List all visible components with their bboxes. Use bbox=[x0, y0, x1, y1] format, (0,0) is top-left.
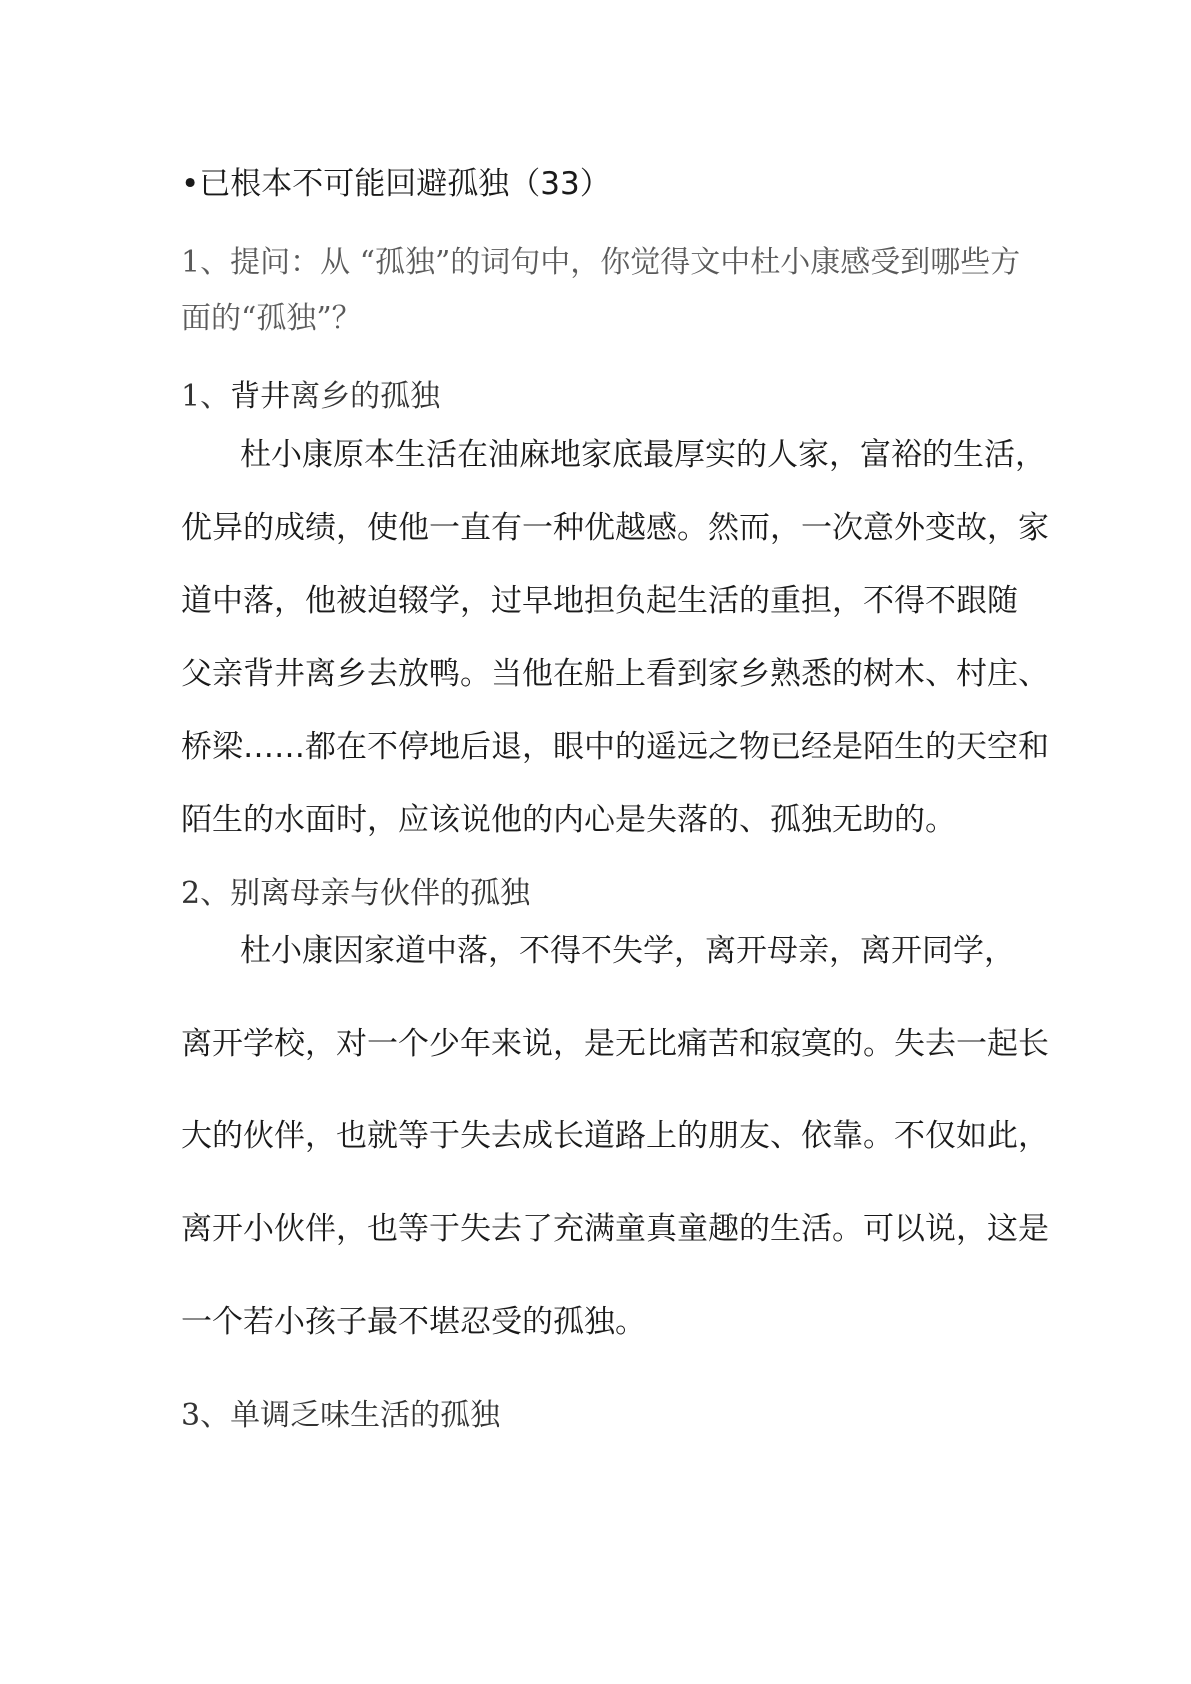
section-2-paragraph-line: 一个若小孩子最不堪忍受的孤独。 bbox=[181, 1304, 646, 1340]
section-1-paragraph-line: 桥梁……都在不停地后退，眼中的遥远之物已经是陌生的天空和 bbox=[181, 729, 1049, 765]
section-2-paragraph-line: 大的伙伴，也就等于失去成长道路上的朋友、依靠。不仅如此， bbox=[181, 1118, 1049, 1154]
question-line-1: 1、提问：从 “孤独”的词句中，你觉得文中杜小康感受到哪些方 bbox=[181, 245, 1021, 280]
section-1-paragraph-line: 优异的成绩，使他一直有一种优越感。然而，一次意外变故，家 bbox=[181, 510, 1049, 546]
section-1-heading bbox=[181, 371, 440, 415]
section-1-paragraph-line: 父亲背井离乡去放鸭。当他在船上看到家乡熟悉的树木、村庄、 bbox=[181, 656, 1049, 692]
section-3-heading: 3、单调乏味生活的孤独 bbox=[181, 1398, 501, 1433]
section-1-heading-bold: 背井 bbox=[230, 379, 291, 414]
section-2-paragraph-line: 杜小康因家道中落，不得不失学，离开母亲，离开同学， bbox=[240, 933, 1015, 969]
section-1-heading-number: 1、 bbox=[181, 379, 231, 414]
section-2-paragraph-line: 离开小伙伴，也等于失去了充满童真童趣的生活。可以说，这是 bbox=[181, 1211, 1049, 1247]
section-1-paragraph-line: 杜小康原本生活在油麻地家底最厚实的人家，富裕的生活， bbox=[240, 437, 1046, 473]
section-2-heading: 2、别离母亲与伙伴的孤独 bbox=[181, 876, 531, 911]
section-1-heading-rest: 离乡的孤独 bbox=[290, 379, 441, 414]
section-1-paragraph-line: 道中落，他被迫辍学，过早地担负起生活的重担，不得不跟随 bbox=[181, 583, 1018, 619]
question-line-2: 面的“孤独”？ bbox=[181, 301, 362, 336]
section-1-paragraph-line: 陌生的水面时，应该说他的内心是失落的、孤独无助的。 bbox=[181, 802, 956, 838]
section-2-paragraph-line: 离开学校，对一个少年来说，是无比痛苦和寂寞的。失去一起长 bbox=[181, 1026, 1049, 1062]
page-title: •已根本不可能回避孤独（33） bbox=[181, 166, 611, 202]
